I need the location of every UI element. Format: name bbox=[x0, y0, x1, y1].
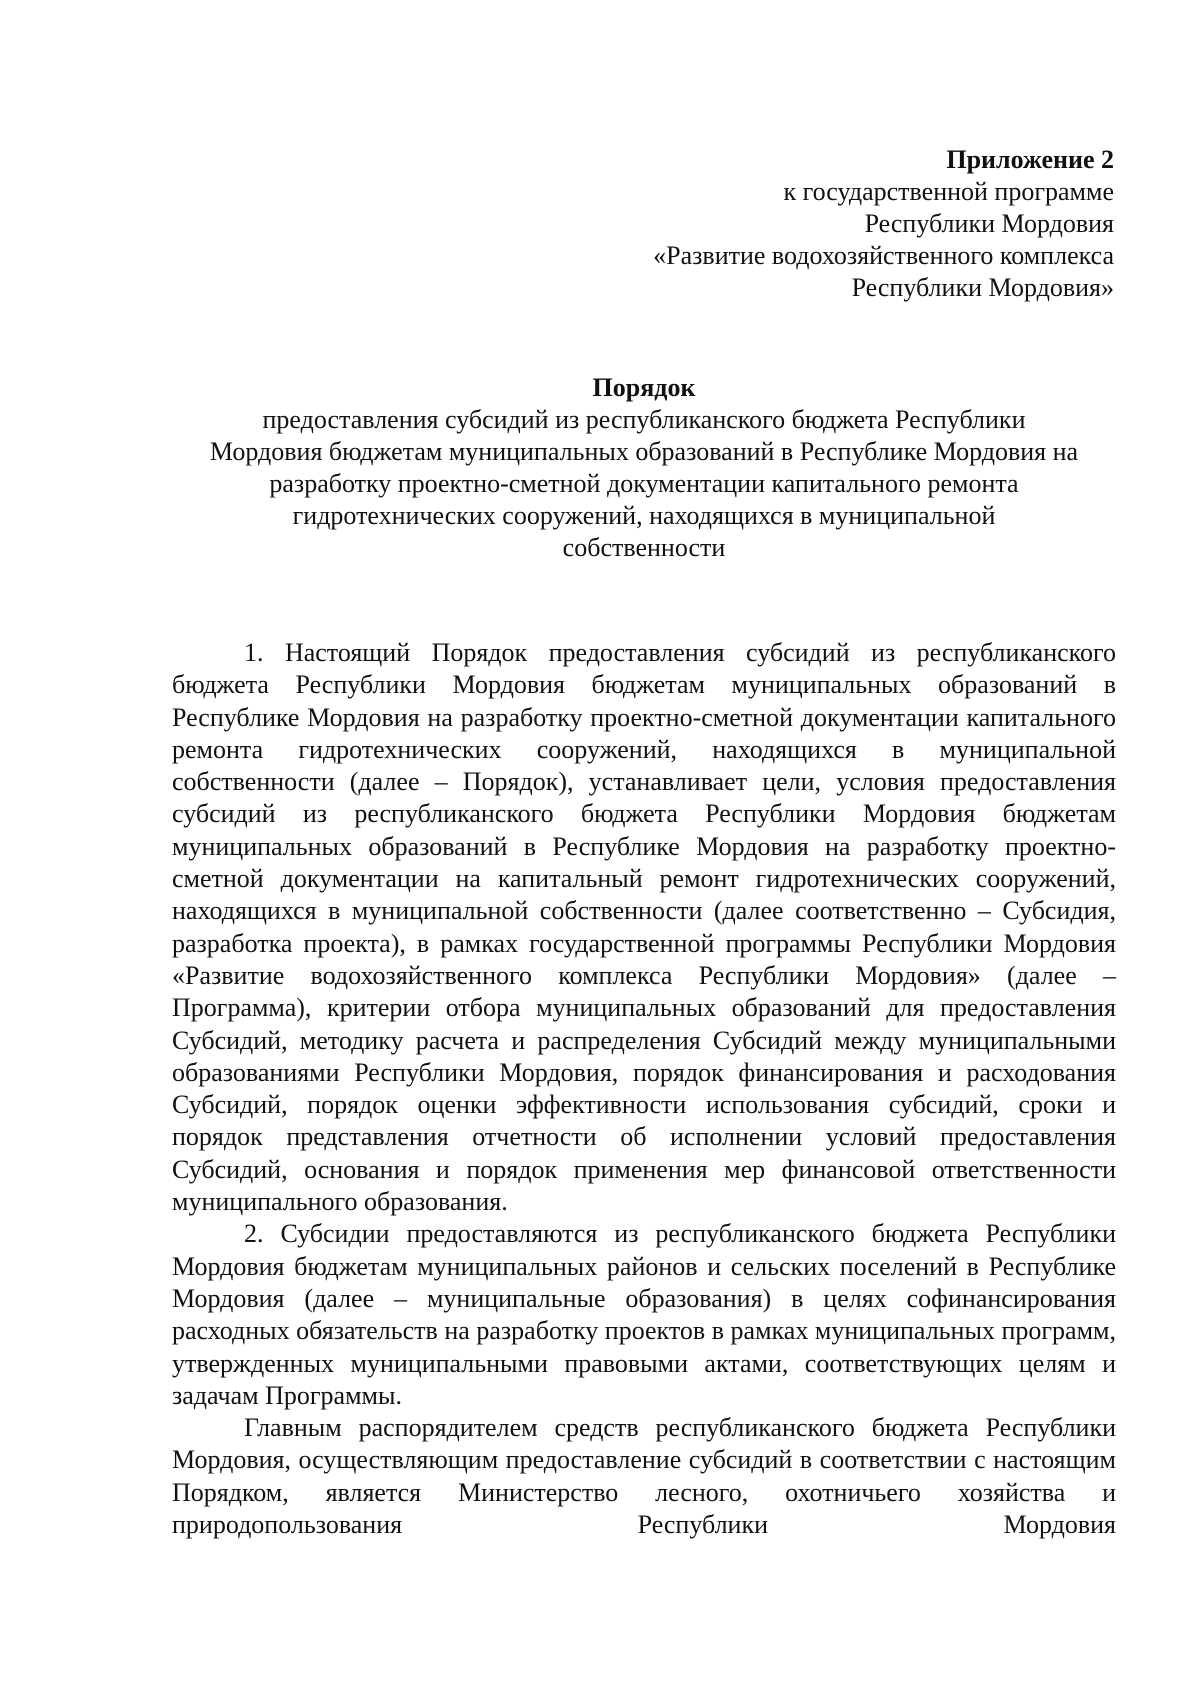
title-line: разработку проектно-сметной документации капитального ремонта bbox=[269, 469, 1019, 498]
paragraph-2: 2. Субсидии предоставляются из республиканского бюджета Республики Мордовия бюджетам муниципальных районов и сельских поселений в Республике Мордовия (далее – муниципальные образования) в целях софинансирования расходных обязательств на разработку проектов в рамках муниципальных программ, утвержденных муниципальными правовыми актами, соответствующих целям и задачам Программы. bbox=[172, 1219, 1116, 1410]
title-line: гидротехнических сооружений, находящихся в муниципальной bbox=[292, 501, 996, 530]
title-line: предоставления субсидий из республиканского бюджета Республики bbox=[262, 405, 1026, 434]
appendix-line: Республики Мордовия» bbox=[851, 273, 1114, 302]
appendix-line: Республики Мордовия bbox=[864, 209, 1114, 238]
title-line: Мордовия бюджетам муниципальных образований в Республике Мордовия на bbox=[209, 437, 1079, 466]
appendix-line: к государственной программе bbox=[783, 177, 1114, 206]
appendix-line: «Развитие водохозяйственного комплекса bbox=[653, 241, 1114, 270]
document-body bbox=[172, 637, 1116, 1541]
appendix-heading: Приложение 2 bbox=[946, 145, 1114, 174]
paragraph-1: 1. Настоящий Порядок предоставления субсидий из республиканского бюджета Республики Мордовия бюджетам муниципальных образований в Республике Мордовия на разработку проектно-сметной документации капитального ремонта гидротехнических сооружений, находящихся в муниципальной собственности (далее – Порядок), устанавливает цели, условия предоставления субсидий из республиканского бюджета Республики Мордовия бюджетам муниципальных образований в Республике Мордовия на разработку проектно-сметной документации на капитальный ремонт гидротехнических сооружений, находящихся в муниципальной собственности (далее соответственно – Субсидия, разработка проекта), в рамках государственной программы Республики Мордовия «Развитие водохозяйственного комплекса Республики Мордовия» (далее – Программа), критерии отбора муниципальных образований для предоставления Субсидий, методику расчета и распределения Субсидий между муниципальными образованиями Республики Мордовия, порядок финансирования и расходования Субсидий, порядок оценки эффективности использования субсидий, сроки и порядок представления отчетности об исполнении условий предоставления Субсидий, основания и порядок применения мер финансовой ответственности муниципального образования. bbox=[172, 638, 1116, 1217]
document-title bbox=[172, 372, 1116, 564]
appendix-header bbox=[554, 144, 1114, 304]
title-heading: Порядок bbox=[592, 373, 696, 402]
paragraph-3: Главным распорядителем средств республиканского бюджета Республики Мордовия, осуществляющим предоставление субсидий в соответствии с настоящим Порядком, является Министерство лесного, охотничьего хозяйства и природопользования Республики Мордовия bbox=[172, 1413, 1116, 1540]
title-line: собственности bbox=[562, 533, 726, 562]
